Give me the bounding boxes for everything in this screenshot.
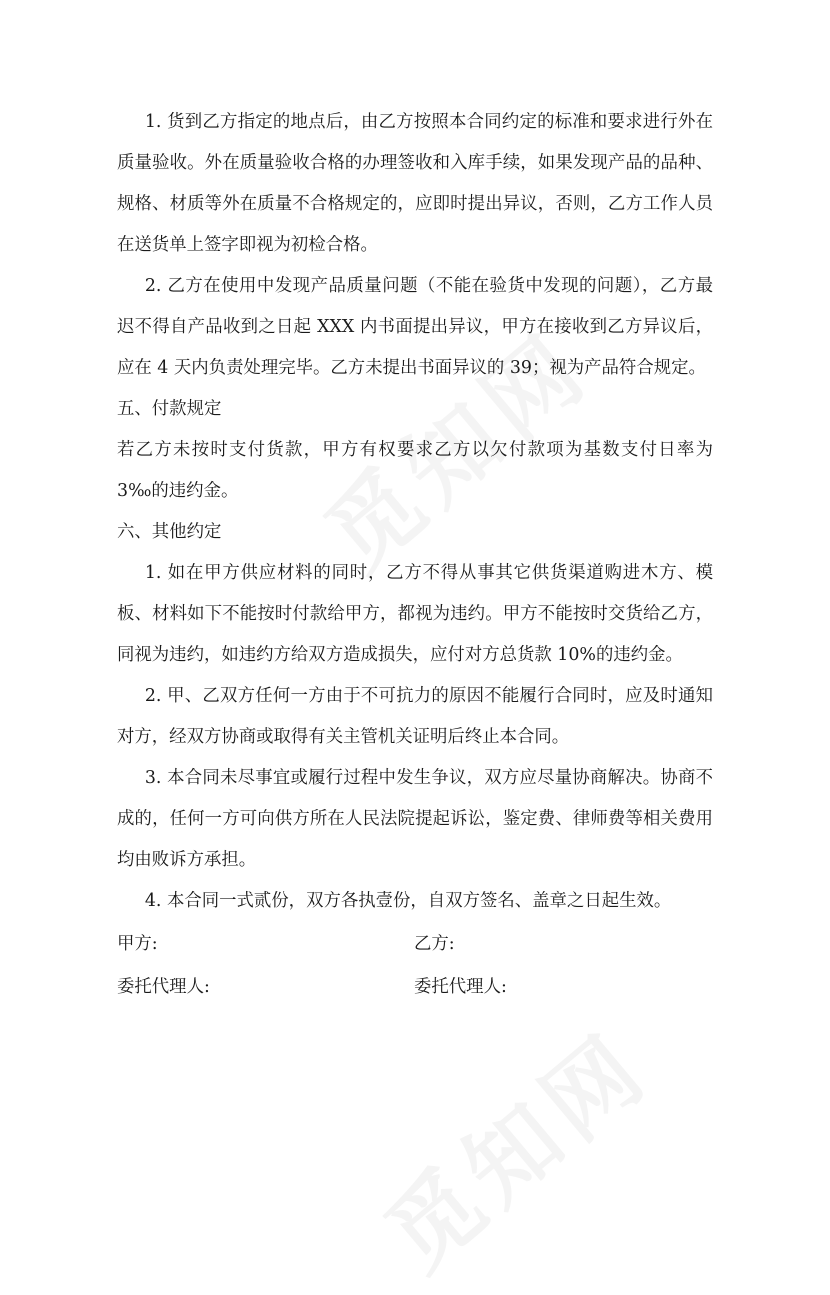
clause-effective: 4. 本合同一式贰份，双方各执壹份，自双方签名、盖章之日起生效。 <box>144 891 672 911</box>
agent-b-label: 委托代理人: <box>414 977 507 997</box>
watermark <box>353 997 672 1295</box>
clause-quality-inspection: 1. 货到乙方指定的地点后，由乙方按照本合同约定的标准和要求进行外在质量验收。外在质量验收合格的办理签收和入库手续，如果发现产品的品种、规格、材质等外在质量不合格规定的，应即时提出异议，否则，乙方工作人员在送货单上签字即视为初检合格。 <box>117 112 713 255</box>
clause-dispute: 3. 本合同未尽事宜或履行过程中发生争议，双方应尽量协商解决。协商不成的，任何一方可向供方所在人民法院提起诉讼，鉴定费、律师费等相关费用均由败诉方承担。 <box>117 768 713 870</box>
clause-quality-objection: 2. 乙方在使用中发现产品质量问题（不能在验货中发现的问题），乙方最迟不得自产品收到之日起 XXX 内书面提出异议，甲方在接收到乙方异议后，应在 4 天内负责处理完毕。乙方未提出书面异议的 39；视为产品符合规定。 <box>117 276 713 378</box>
signature-row-parties <box>117 924 713 965</box>
signature-row-agents <box>117 967 713 1008</box>
clause-force-majeure: 2. 甲、乙双方任何一方由于不可抗力的原因不能履行合同时，应及时通知对方，经双方协商或取得有关主管机关证明后终止本合同。 <box>117 686 713 747</box>
section-heading-other: 六、其他约定 <box>117 522 222 542</box>
clause-exclusive-supply: 1. 如在甲方供应材料的同时，乙方不得从事其它供货渠道购进木方、模板、材料如下不能按时付款给甲方，都视为违约。甲方不能按时交货给乙方，同视为违约，如违约方给双方造成损失，应付对方总货款 10%的违约金。 <box>117 563 713 665</box>
clause-late-payment: 若乙方未按时支付货款，甲方有权要求乙方以欠付款项为基数支付日率为 3‰的违约金。 <box>117 440 713 501</box>
agent-a-label: 委托代理人: <box>117 977 210 997</box>
party-b-label: 乙方: <box>414 934 455 954</box>
party-a-label: 甲方: <box>117 934 158 954</box>
contract-body <box>117 102 713 1008</box>
section-heading-payment: 五、付款规定 <box>117 399 222 419</box>
